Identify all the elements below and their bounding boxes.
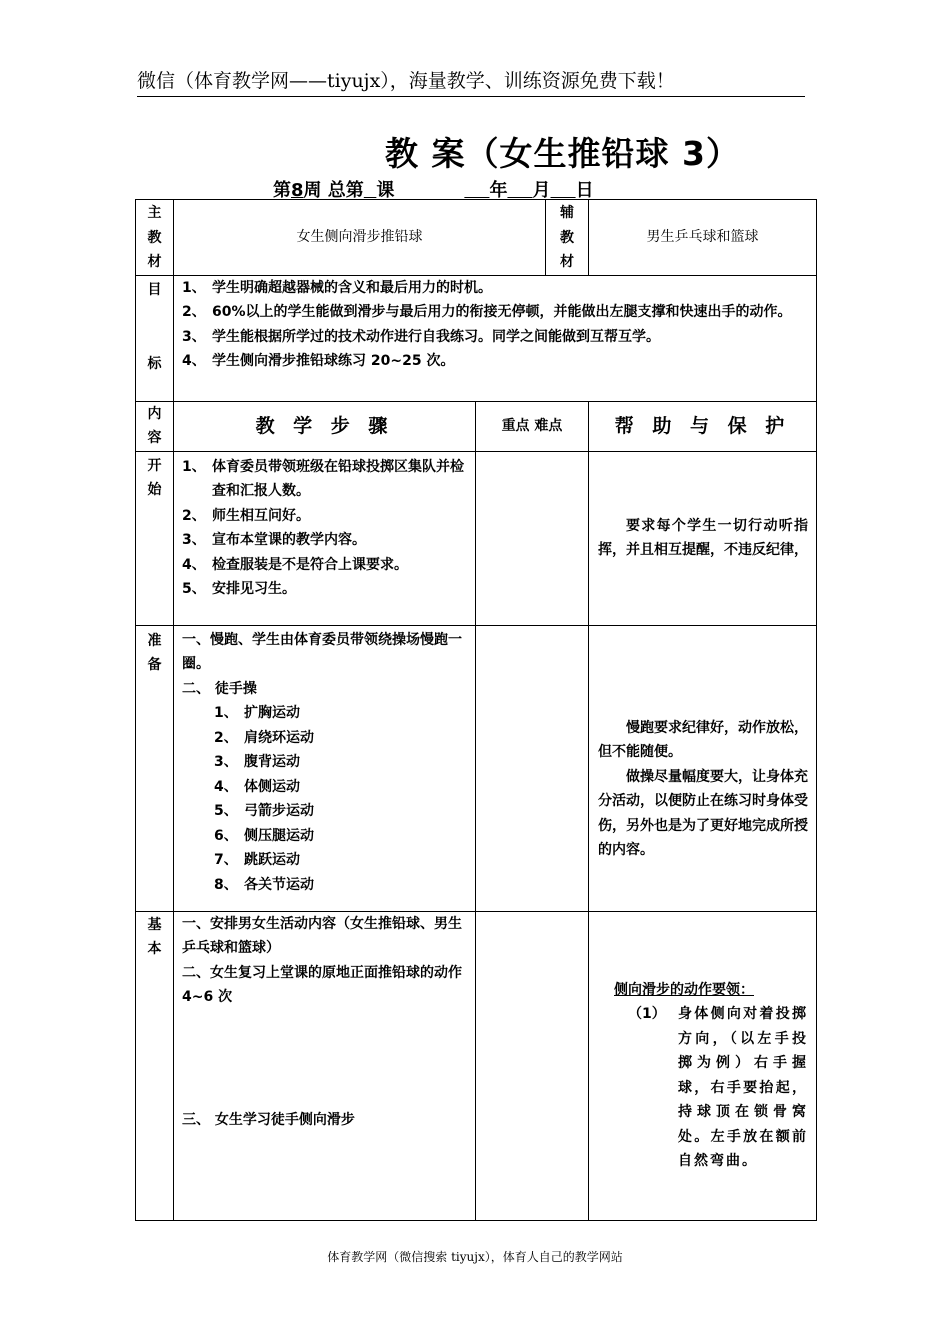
prep-line: 二、 徒手操: [182, 680, 257, 697]
aux-material-label: 辅 教 材: [546, 200, 589, 276]
exercise-item: 1、 扩胸运动: [214, 705, 300, 721]
month-blank: [507, 180, 532, 201]
aux-material: 男生乒乓球和篮球: [589, 200, 817, 276]
week-number: 8: [291, 180, 304, 201]
goals-label: 目 标: [136, 275, 174, 401]
basic-key-points: [476, 911, 589, 1220]
exercise-item: 5、 弓箭步运动: [214, 803, 314, 819]
lesson-suffix: 课: [376, 180, 395, 201]
basic-line: 二、女生复习上堂课的原地正面推铅球的动作 4~6 次: [182, 964, 462, 1005]
page-title: 教 案（女生推铅球 3）: [385, 134, 740, 173]
start-item: 2、 师生相互问好。: [182, 507, 310, 524]
prep-label: 准 备: [136, 625, 174, 911]
exercise-item: 6、 侧压腿运动: [214, 827, 314, 844]
main-material: 女生侧向滑步推铅球: [174, 200, 546, 276]
exercise-item: 8、 各关节运动: [214, 876, 314, 893]
lesson-blank: [364, 180, 377, 201]
basic-line: 三、 女生学习徒手侧向滑步: [182, 1111, 355, 1128]
prep-steps: [174, 625, 476, 911]
basic-label: 基 本: [136, 911, 174, 1220]
content-label: 内 容: [136, 401, 174, 451]
start-key-points: [476, 451, 589, 625]
day-label: 日: [575, 180, 594, 201]
goals-list: [174, 275, 817, 401]
basic-steps: [174, 911, 476, 1220]
footer: 体育教学网（微信搜索 tiyujx），体育人自己的教学网站: [327, 1250, 623, 1264]
key-points-header: 重点 难点: [476, 401, 589, 451]
start-item: 4、 检查服装是不是符合上课要求。: [182, 556, 408, 573]
exercise-item: 7、 跳跃运动: [214, 852, 300, 868]
start-item: 3、 宣布本堂课的教学内容。: [182, 532, 366, 548]
exercise-item: 3、 腹背运动: [214, 754, 300, 770]
help-title: 侧向滑步的动作要领：: [614, 981, 754, 998]
basic-help: [589, 911, 817, 1220]
help-number: （1）: [628, 1006, 666, 1022]
year-blank: [464, 180, 489, 201]
start-label: 开 始: [136, 451, 174, 625]
prep-line: 一、慢跑、学生由体育委员带领绕操场慢跑一圈。: [182, 631, 462, 672]
week-mid: 周 总第: [303, 180, 364, 201]
goal-item: 2、 60%以上的学生能做到滑步与最后用力的衔接无停顿，并能做出左腿支撑和快速出手的动作。: [182, 304, 792, 320]
exercise-item: 4、 体侧运动: [214, 778, 300, 795]
exercise-item: 2、 肩绕环运动: [214, 729, 314, 746]
header-banner: 微信（体育教学网——tiyujx），海量教学、训练资源免费下载！: [137, 66, 805, 97]
help-header: 帮 助 与 保 护: [589, 401, 817, 451]
week-prefix: 第: [273, 180, 291, 201]
goal-item: 1、 学生明确超越器械的含义和最后用力的时机。: [182, 279, 492, 296]
prep-key-points: [476, 625, 589, 911]
month-label: 月: [532, 180, 551, 201]
prep-help: 慢跑要求纪律好，动作放松，但不能随便。 做操尽量幅度要大，让身体充分活动，以便防止在练习时身体受伤，另外也是为了更好地完成所授的内容。: [589, 625, 817, 911]
basic-line: 一、安排男女生活动内容（女生推铅球、男生乒乓球和篮球）: [182, 915, 462, 956]
year-label: 年: [489, 180, 508, 201]
goal-item: 3、 学生能根据所学过的技术动作进行自我练习。同学之间能做到互帮互学。: [182, 328, 660, 345]
start-steps: [174, 451, 476, 625]
day-blank: [551, 180, 576, 201]
main-material-label: 主 教 材: [136, 200, 174, 276]
goal-item: 4、 学生侧向滑步推铅球练习 20~25 次。: [182, 353, 455, 369]
start-help: 要求每个学生一切行动听指挥，并且相互提醒，不违反纪律，: [589, 451, 817, 625]
start-item: 5、 安排见习生。: [182, 581, 296, 597]
steps-header: 教 学 步 骤: [174, 401, 476, 451]
help-text: 身体侧向对着投掷方向，（以左手投掷为例）右手握球，右手要抬起，持球顶在锁骨窝处。左手放在额前自然弯曲。: [678, 1006, 808, 1169]
start-item: 1、 体育委员带领班级在铅球投掷区集队并检查和汇报人数。: [182, 458, 464, 499]
lesson-plan-table: [135, 199, 817, 1221]
